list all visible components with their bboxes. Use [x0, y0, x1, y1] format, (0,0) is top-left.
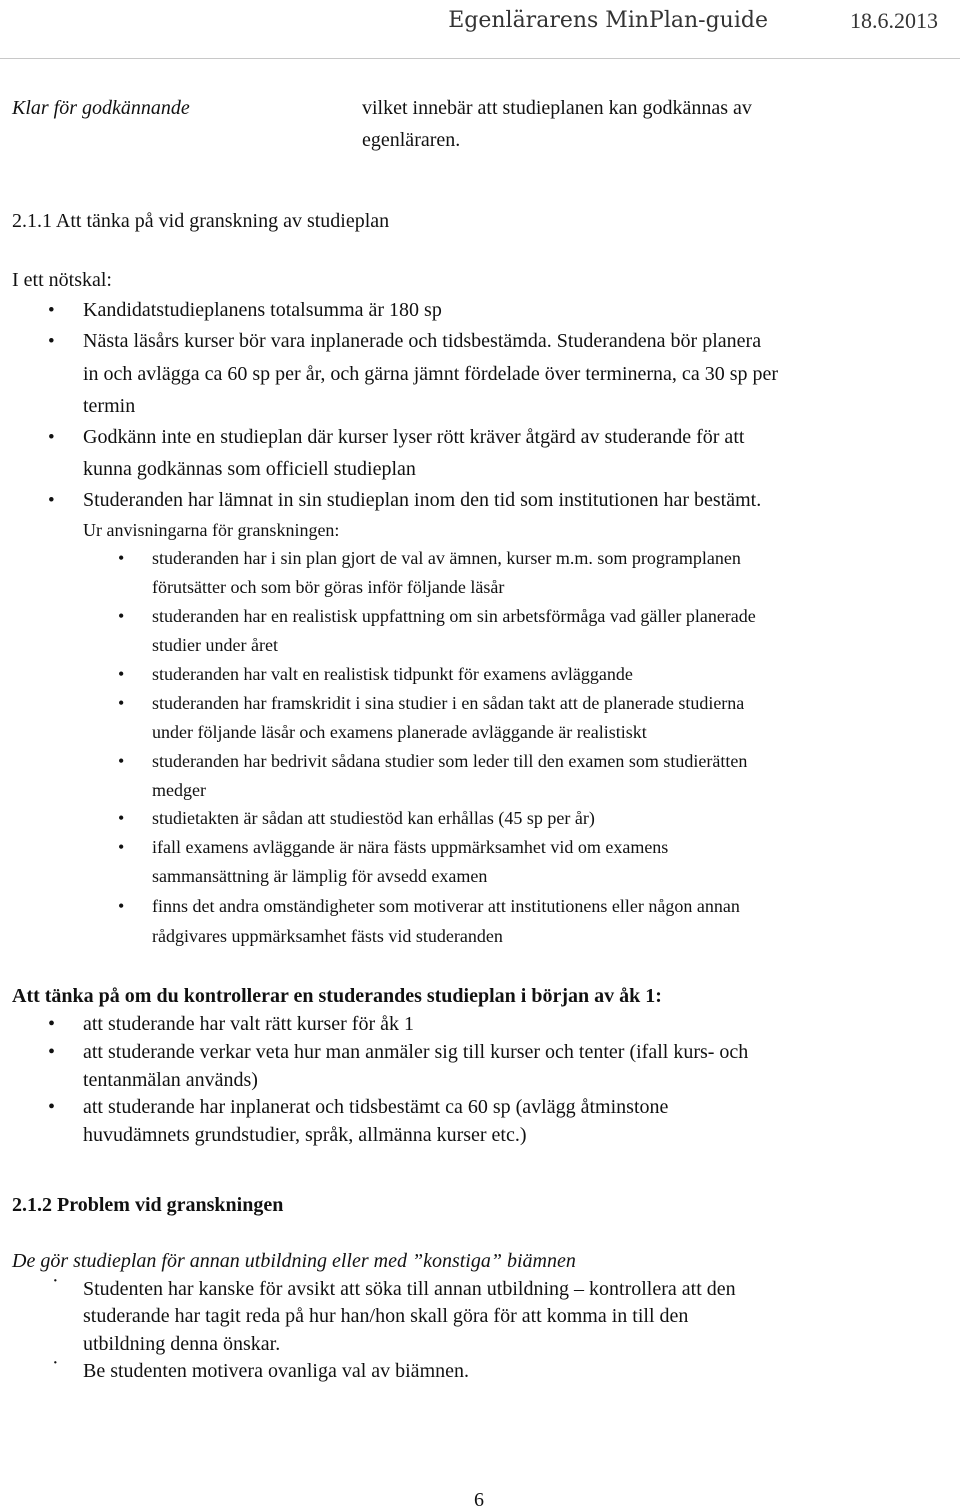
bullet-icon: • — [118, 664, 125, 684]
bullet-icon: • — [48, 1013, 56, 1035]
first-year-item-1: att studerande har valt rätt kurser för åk 1 — [83, 1013, 414, 1035]
bullet-icon: • — [118, 751, 125, 771]
bullet-icon: • — [118, 548, 125, 568]
guideline-1-cont: förutsätter och som bör göras inför följande läsår — [152, 577, 505, 597]
nutshell-item-2-cont-2: termin — [83, 395, 136, 417]
middle-dot-icon: · — [52, 1352, 59, 1374]
first-year-item-3: att studerande har inplanerat och tidsbestämt ca 60 sp (avlägg åtminstone — [83, 1096, 669, 1118]
guideline-2-cont: studier under året — [152, 635, 278, 655]
problem-item-1-cont-2: utbildning denna önskar. — [83, 1333, 281, 1355]
nutshell-item-1: Kandidatstudieplanens totalsumma är 180 sp — [83, 299, 442, 321]
guideline-1: studeranden har i sin plan gjort de val av ämnen, kurser m.m. som programplanen — [152, 548, 741, 568]
nutshell-item-3-cont: kunna godkännas som officiell studieplan — [83, 458, 416, 480]
guideline-8: finns det andra omständigheter som motiverar att institutionens eller någon annan — [152, 896, 740, 916]
bullet-icon: • — [48, 331, 55, 352]
bullet-icon: • — [48, 427, 55, 448]
status-label: Klar för godkännande — [12, 97, 190, 119]
problem-item-2: Be studenten motivera ovanliga val av biämnen. — [83, 1360, 469, 1382]
status-description-line-1: vilket innebär att studieplanen kan godkännas av — [362, 97, 752, 119]
guideline-6: studietakten är sådan att studiestöd kan erhållas (45 sp per år) — [152, 808, 595, 828]
running-header-title: Egenlärarens MinPlan-guide — [448, 8, 768, 33]
bullet-icon: • — [118, 808, 125, 828]
section-heading-2-1-2: 2.1.2 Problem vid granskningen — [12, 1194, 284, 1216]
first-year-item-3-cont: huvudämnets grundstudier, språk, allmänna kurser etc.) — [83, 1124, 527, 1146]
nutshell-item-3: Godkänn inte en studieplan där kurser lyser rött kräver åtgärd av studerande för att — [83, 426, 745, 448]
guideline-5-cont: medger — [152, 780, 206, 800]
bullet-icon: • — [48, 1041, 56, 1063]
bullet-icon: • — [48, 490, 55, 511]
bullet-icon: • — [48, 300, 55, 321]
status-description-line-2: egenläraren. — [362, 129, 461, 151]
bullet-icon: • — [118, 837, 125, 857]
guideline-3: studeranden har valt en realistisk tidpunkt för examens avläggande — [152, 664, 633, 684]
guideline-4-cont: under följande läsår och examens planerade avläggande är realistiskt — [152, 722, 647, 742]
middle-dot-icon: · — [52, 1270, 59, 1292]
guideline-7-cont: sammansättning är lämplig för avsedd examen — [152, 866, 488, 886]
first-year-heading: Att tänka på om du kontrollerar en studerandes studieplan i början av åk 1: — [12, 985, 662, 1007]
nutshell-item-2: Nästa läsårs kurser bör vara inplanerade och tidsbestämda. Studerandena bör planera — [83, 330, 762, 352]
guideline-7: ifall examens avläggande är nära fästs uppmärksamhet vid om examens — [152, 837, 669, 857]
section-heading-2-1-1: 2.1.1 Att tänka på vid granskning av studieplan — [12, 210, 390, 232]
nutshell-item-2-cont-1: in och avlägga ca 60 sp per år, och gärna jämnt fördelade över terminerna, ca 30 sp per — [83, 363, 779, 385]
bullet-icon: • — [118, 693, 125, 713]
nutshell-intro: I ett nötskal: — [12, 269, 112, 291]
bullet-icon: • — [118, 896, 125, 916]
problem-item-1-cont-1: studerande har tagit reda på hur han/hon skall göra för att komma in till den — [83, 1305, 689, 1327]
bullet-icon: • — [118, 606, 125, 626]
bullet-icon: • — [48, 1096, 56, 1118]
guideline-8-cont: rådgivares uppmärksamhet fästs vid studeranden — [152, 926, 503, 946]
page-number: 6 — [474, 1489, 484, 1511]
problem-item-1: Studenten har kanske för avsikt att söka till annan utbildning – kontrollera att den — [83, 1278, 736, 1300]
problem-subheading: De gör studieplan för annan utbildning eller med ”konstiga” biämnen — [12, 1250, 576, 1272]
first-year-item-2: att studerande verkar veta hur man anmäler sig till kurser och tenter (ifall kurs- och — [83, 1041, 749, 1063]
guideline-2: studeranden har en realistisk uppfattning om sin arbetsförmåga vad gäller planerade — [152, 606, 756, 626]
guideline-4: studeranden har framskridit i sina studier i en sådan takt att de planerade studierna — [152, 693, 745, 713]
header-divider — [0, 58, 960, 59]
nutshell-item-4: Studeranden har lämnat in sin studieplan inom den tid som institutionen har bestämt. — [83, 489, 762, 511]
running-header-date: 18.6.2013 — [850, 8, 938, 33]
guidelines-intro: Ur anvisningarna för granskningen: — [83, 520, 340, 540]
first-year-item-2-cont: tentanmälan används) — [83, 1069, 258, 1091]
guideline-5: studeranden har bedrivit sådana studier som leder till den examen som studierätten — [152, 751, 748, 771]
